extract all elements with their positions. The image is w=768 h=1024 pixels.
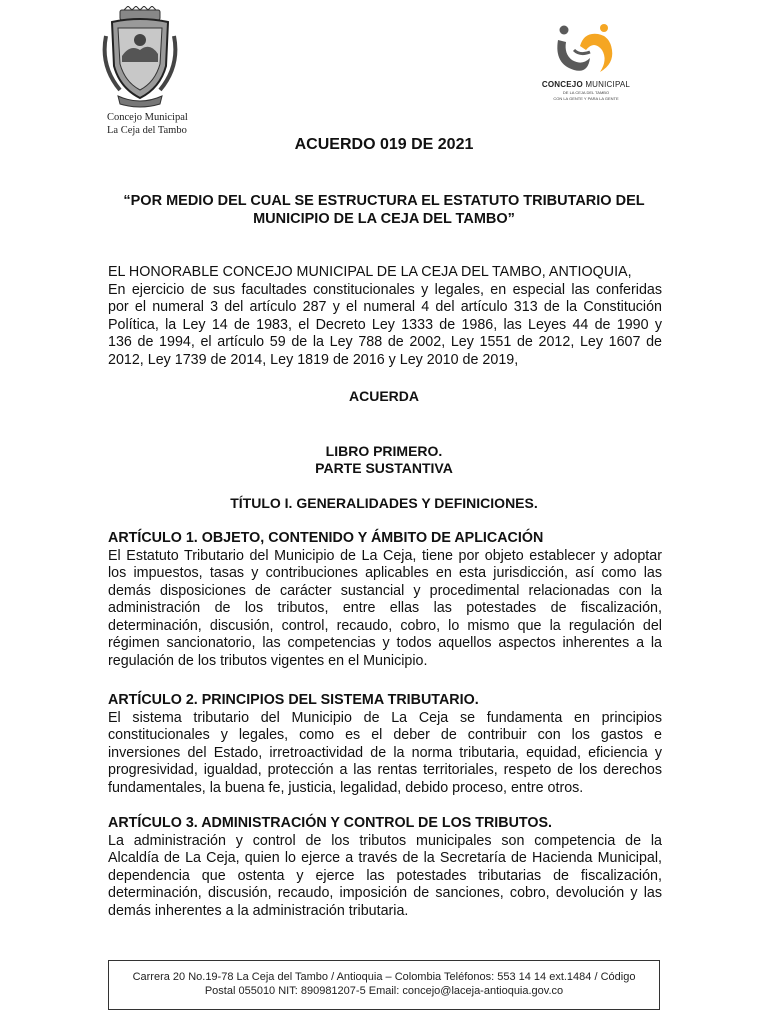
footer-line1: Carrera 20 No.19-78 La Ceja del Tambo / Antioquia – Colombia Teléfonos: 553 14 14 ext.1484 / Código (132, 971, 636, 983)
article-line: regulación de los tributos vigentes en el Municipio. (108, 652, 428, 669)
intro-line: Política, la Ley 14 de 1983, el Decreto Ley 1333 de 1986, las Leyes 44 de 1990 y (108, 316, 662, 333)
article-line: determinación, discusión, control, recaudo, cobro, lo mismo que la regulación del (108, 617, 662, 634)
article-heading: ARTÍCULO 3. ADMINISTRACIÓN Y CONTROL DE LOS TRIBUTOS. (108, 815, 553, 831)
article-line: constitucionales y legales, como es el deber de contribuir con los gastos e (108, 727, 662, 743)
article-line: progresividad, igualdad, protección a las rentas territoriales, respeto de los derechos (108, 762, 662, 778)
article-line: administración de los tributos, entre ellas las potestades de fiscalización, (108, 600, 662, 616)
article-3 (108, 815, 662, 920)
intro-line: 136 de 1994, el artículo 59 de la Ley 788 de 2002, Ley 1551 de 2012, Ley 1607 de (108, 334, 662, 350)
concejo-logo (538, 20, 634, 120)
document-subtitle (100, 192, 668, 228)
intro-line: En ejercicio de sus facultades constitucionales y legales, en especial las conferidas (108, 281, 662, 298)
logo-word-bold: CONCEJO (541, 80, 583, 89)
crest-icon (100, 6, 180, 110)
subtitle-line1: “POR MEDIO DEL CUAL SE ESTRUCTURA EL ESTATUTO TRIBUTARIO DEL (123, 193, 645, 209)
logo-swirl-icon (550, 20, 622, 78)
article-line: inversiones del Estado, irretroactividad de la norma tributaria, equidad, eficiencia y (108, 744, 662, 761)
article-line: dependencia que ostenta y ejerce las potestades tributarias de fiscalización, (108, 867, 662, 884)
document-title: ACUERDO 019 DE 2021 (294, 136, 474, 153)
logo-subtext: DE LA CEJA DEL TAMBO (562, 90, 610, 95)
article-line: La administración y control de los tributos municipales son competencia de la (108, 832, 662, 849)
article-heading: ARTÍCULO 2. PRINCIPIOS DEL SISTEMA TRIBUTARIO. (108, 692, 479, 708)
municipal-crest (100, 6, 180, 110)
contact-footer (108, 960, 660, 1010)
logo-tagline: CON LA GENTE Y PARA LA GENTE (553, 96, 619, 101)
article-line: fundamentales, la buena fe, justicia, legalidad, debido proceso, entre otros. (108, 779, 584, 796)
subtitle-line2: MUNICIPIO DE LA CEJA DEL TAMBO” (253, 211, 515, 227)
crest-caption-line1: Concejo Municipal (107, 112, 188, 123)
article-1 (108, 530, 662, 670)
article-line: Alcaldía de La Ceja, quien lo ejerce a través de la Secretaría de Hacienda Municipal, (108, 850, 662, 866)
logo-word-light: MUNICIPAL (585, 80, 631, 89)
article-line: El sistema tributario del Municipio de La Ceja se fundamenta en principios (108, 709, 662, 726)
parte-heading: PARTE SUSTANTIVA (315, 460, 453, 476)
acuerda-heading: ACUERDA (349, 388, 419, 404)
libro-heading: LIBRO PRIMERO. (325, 443, 443, 459)
article-line: demás inherentes a la administración tributaria. (108, 902, 409, 919)
article-line: El Estatuto Tributario del Municipio de La Ceja, tiene por objeto establecer y adoptar (108, 547, 662, 564)
crest-caption-line2: La Ceja del Tambo (107, 125, 187, 136)
intro-line: 2012, Ley 1739 de 2014, Ley 1819 de 2016 y Ley 2010 de 2019, (108, 351, 519, 368)
article-line: determinación, discusión, recaudo, imposición de sanciones, cobro, devolución y las (108, 885, 662, 901)
intro-paragraph (108, 264, 662, 369)
titulo-heading: TÍTULO I. GENERALIDADES Y DEFINICIONES. (230, 495, 538, 511)
logo-wordmark (538, 80, 634, 89)
footer-line2: Postal 055010 NIT: 890981207-5 Email: concejo@laceja-antioquia.gov.co (204, 984, 564, 997)
article-line: demás disposiciones de carácter sustancial y procedimental relacionadas con la (108, 582, 662, 599)
intro-line: por el numeral 3 del artículo 287 y el numeral 4 del artículo 313 de la Constitución (108, 299, 662, 315)
article-2 (108, 692, 662, 797)
article-line: régimen sancionatorio, las competencias y todos aquellos aspectos inherentes a la (108, 635, 662, 651)
crest-caption (107, 111, 188, 137)
intro-line: EL HONORABLE CONCEJO MUNICIPAL DE LA CEJA DEL TAMBO, ANTIOQUIA, (108, 264, 632, 280)
article-heading: ARTÍCULO 1. OBJETO, CONTENIDO Y ÁMBITO DE APLICACIÓN (108, 530, 544, 546)
article-line: los impuestos, tasas y contribuciones aplicables en esta jurisdicción, así como las (108, 565, 662, 581)
